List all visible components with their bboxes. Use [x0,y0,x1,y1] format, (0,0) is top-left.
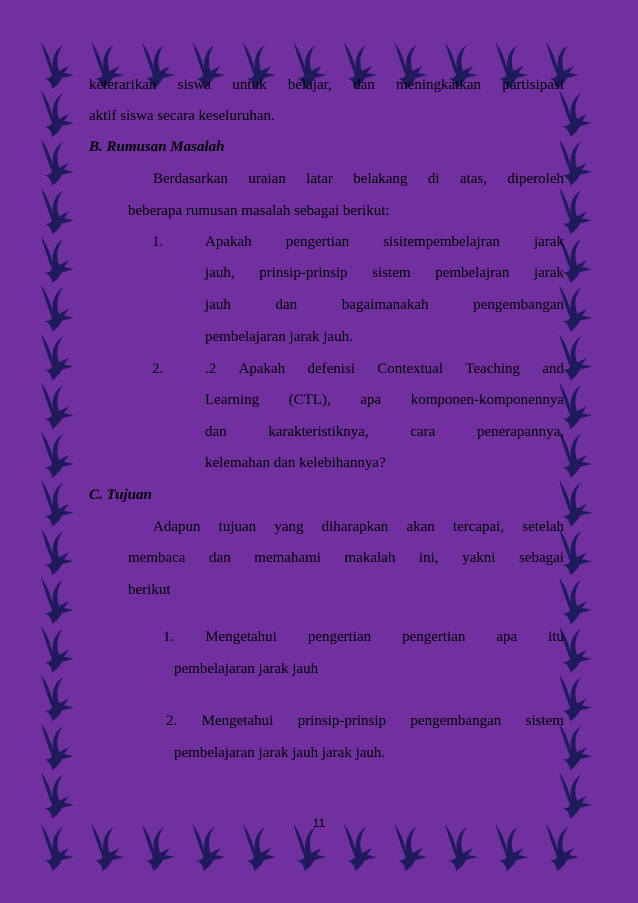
word: prinsip-prinsip [259,265,348,281]
word: memahami [254,550,321,566]
word: makalah [344,550,396,566]
section-b-para-line-1 [153,170,564,188]
word: diharapkan [321,519,389,535]
word: pengertian [307,629,372,645]
word: and [542,361,564,377]
swallow-bird-icon [41,236,74,283]
section-c-title: C. Tujuan [89,487,152,503]
swallow-bird-icon [559,772,592,819]
intro-line-2: aktif siswa secara keseluruhan. [89,108,275,124]
word: cara [410,424,436,440]
word: 2. [166,713,178,729]
word: di [427,171,440,187]
word: belajar, [287,77,332,93]
section-b-item-2-line-3 [205,423,564,441]
section-c-para-line-1 [153,518,564,536]
word: pengembangan [410,713,502,729]
word: keterarikan [89,77,157,93]
section-b-para-line-2: beberapa rumusan masalah sebagai berikut: [128,203,390,219]
word: itu [548,629,564,645]
word: diperoleh [507,171,564,187]
swallow-bird-icon [41,334,74,381]
swallow-bird-icon [243,824,276,871]
word: sistem [525,713,564,729]
section-b-item-2-line-2 [205,391,564,409]
swallow-bird-icon [142,824,175,871]
swallow-bird-icon [41,187,74,234]
word: membaca [128,550,186,566]
word: bagaimanakah [341,297,429,313]
word: dan [205,424,227,440]
word: prinsip-prinsip [297,713,387,729]
word: untuk [232,77,267,93]
word: akan [406,519,435,535]
page-number: 11 [312,816,326,830]
section-b-item-2-number: 2. [152,361,164,377]
word: uraian [248,171,286,187]
swallow-bird-icon [559,577,592,624]
swallow-bird-icon [41,139,74,186]
word: atas, [459,171,487,187]
word: Apakah [205,234,252,250]
section-c-item-2-line-2: pembelajaran jarak jauh jarak jauh. [174,745,386,761]
word: jarak [533,265,564,281]
swallow-bird-icon [41,577,74,624]
swallow-bird-icon [92,824,125,871]
swallow-bird-icon [41,42,74,89]
word: apa [360,392,382,408]
word: penerapannya, [476,424,564,440]
word: Berdasarkan [153,171,228,187]
swallow-bird-icon [41,382,74,429]
section-b-title: B. Rumusan Masalah [89,139,225,155]
word: siswa [177,77,212,93]
swallow-bird-icon [294,824,327,871]
word: karakteristiknya, [268,424,369,440]
word: Apakah [238,361,286,377]
word: pembelajran [435,265,510,281]
word: Learning [205,392,260,408]
swallow-bird-icon [193,824,226,871]
word: Teaching [465,361,521,377]
word: .2 [205,361,217,377]
word: dan [209,550,231,566]
swallow-bird-icon [395,824,428,871]
word: Adapun [153,519,201,535]
swallow-bird-icon [41,528,74,575]
section-b-item-1-line-3 [205,296,564,314]
swallow-bird-icon [41,480,74,527]
swallow-bird-icon [559,90,592,137]
word: Mengetahui [201,713,274,729]
word: dan [275,297,298,313]
word: setelah [522,519,564,535]
section-b-item-1-line-2 [205,264,564,282]
swallow-bird-icon [496,824,529,871]
word: tujuan [218,519,257,535]
section-c-para-line-2 [128,549,564,567]
swallow-bird-icon [41,431,74,478]
swallow-bird-icon [344,824,377,871]
section-c-item-2-line-1 [166,712,564,730]
word: Contextual [377,361,444,377]
word: latar [306,171,333,187]
word: yakni [462,550,496,566]
word: meningkatkan [396,77,481,93]
word: jauh [205,297,231,313]
section-b-item-1-number: 1. [152,234,164,250]
word: jauh, [205,265,235,281]
swallow-bird-icon [559,187,592,234]
section-b-item-1-line-1 [205,233,564,251]
word: tercapai, [452,519,505,535]
word: apa [496,629,518,645]
swallow-bird-icon [559,723,592,770]
word: 1. [163,629,175,645]
swallow-bird-icon [546,824,579,871]
word: sebagai [519,550,564,566]
word: defenisi [307,361,355,377]
word: jarak [533,234,564,250]
word: Mengetahui [205,629,277,645]
intro-line-1 [89,76,564,94]
word: sistem [372,265,411,281]
word: dan [353,77,375,93]
word: sisitempembelajran [383,234,500,250]
section-c-para-line-3: berikut [128,582,171,598]
word: pengembangan [473,297,564,313]
section-b-item-2-line-4: kelemahan dan kelebihannya? [205,455,386,471]
swallow-bird-icon [41,626,74,673]
word: yang [274,519,304,535]
swallow-bird-icon [41,90,74,137]
swallow-bird-icon [41,824,74,871]
swallow-bird-icon [41,772,74,819]
word: komponen-komponennya [410,392,564,408]
word: pengertian [285,234,350,250]
swallow-bird-icon [41,674,74,721]
word: (CTL), [288,392,331,408]
swallow-bird-icon [445,824,478,871]
word: belakang [353,171,408,187]
section-c-item-1-line-1 [163,628,564,646]
swallow-bird-icon [41,723,74,770]
word: partisipasi [502,77,564,93]
section-b-item-1-line-4: pembelajaran jarak jauh. [205,329,353,345]
section-b-item-2-line-1 [205,360,564,378]
swallow-bird-icon [41,285,74,332]
word: ini, [418,550,439,566]
section-c-item-1-line-2: pembelajaran jarak jauh [174,661,319,677]
word: pengertian [402,629,466,645]
